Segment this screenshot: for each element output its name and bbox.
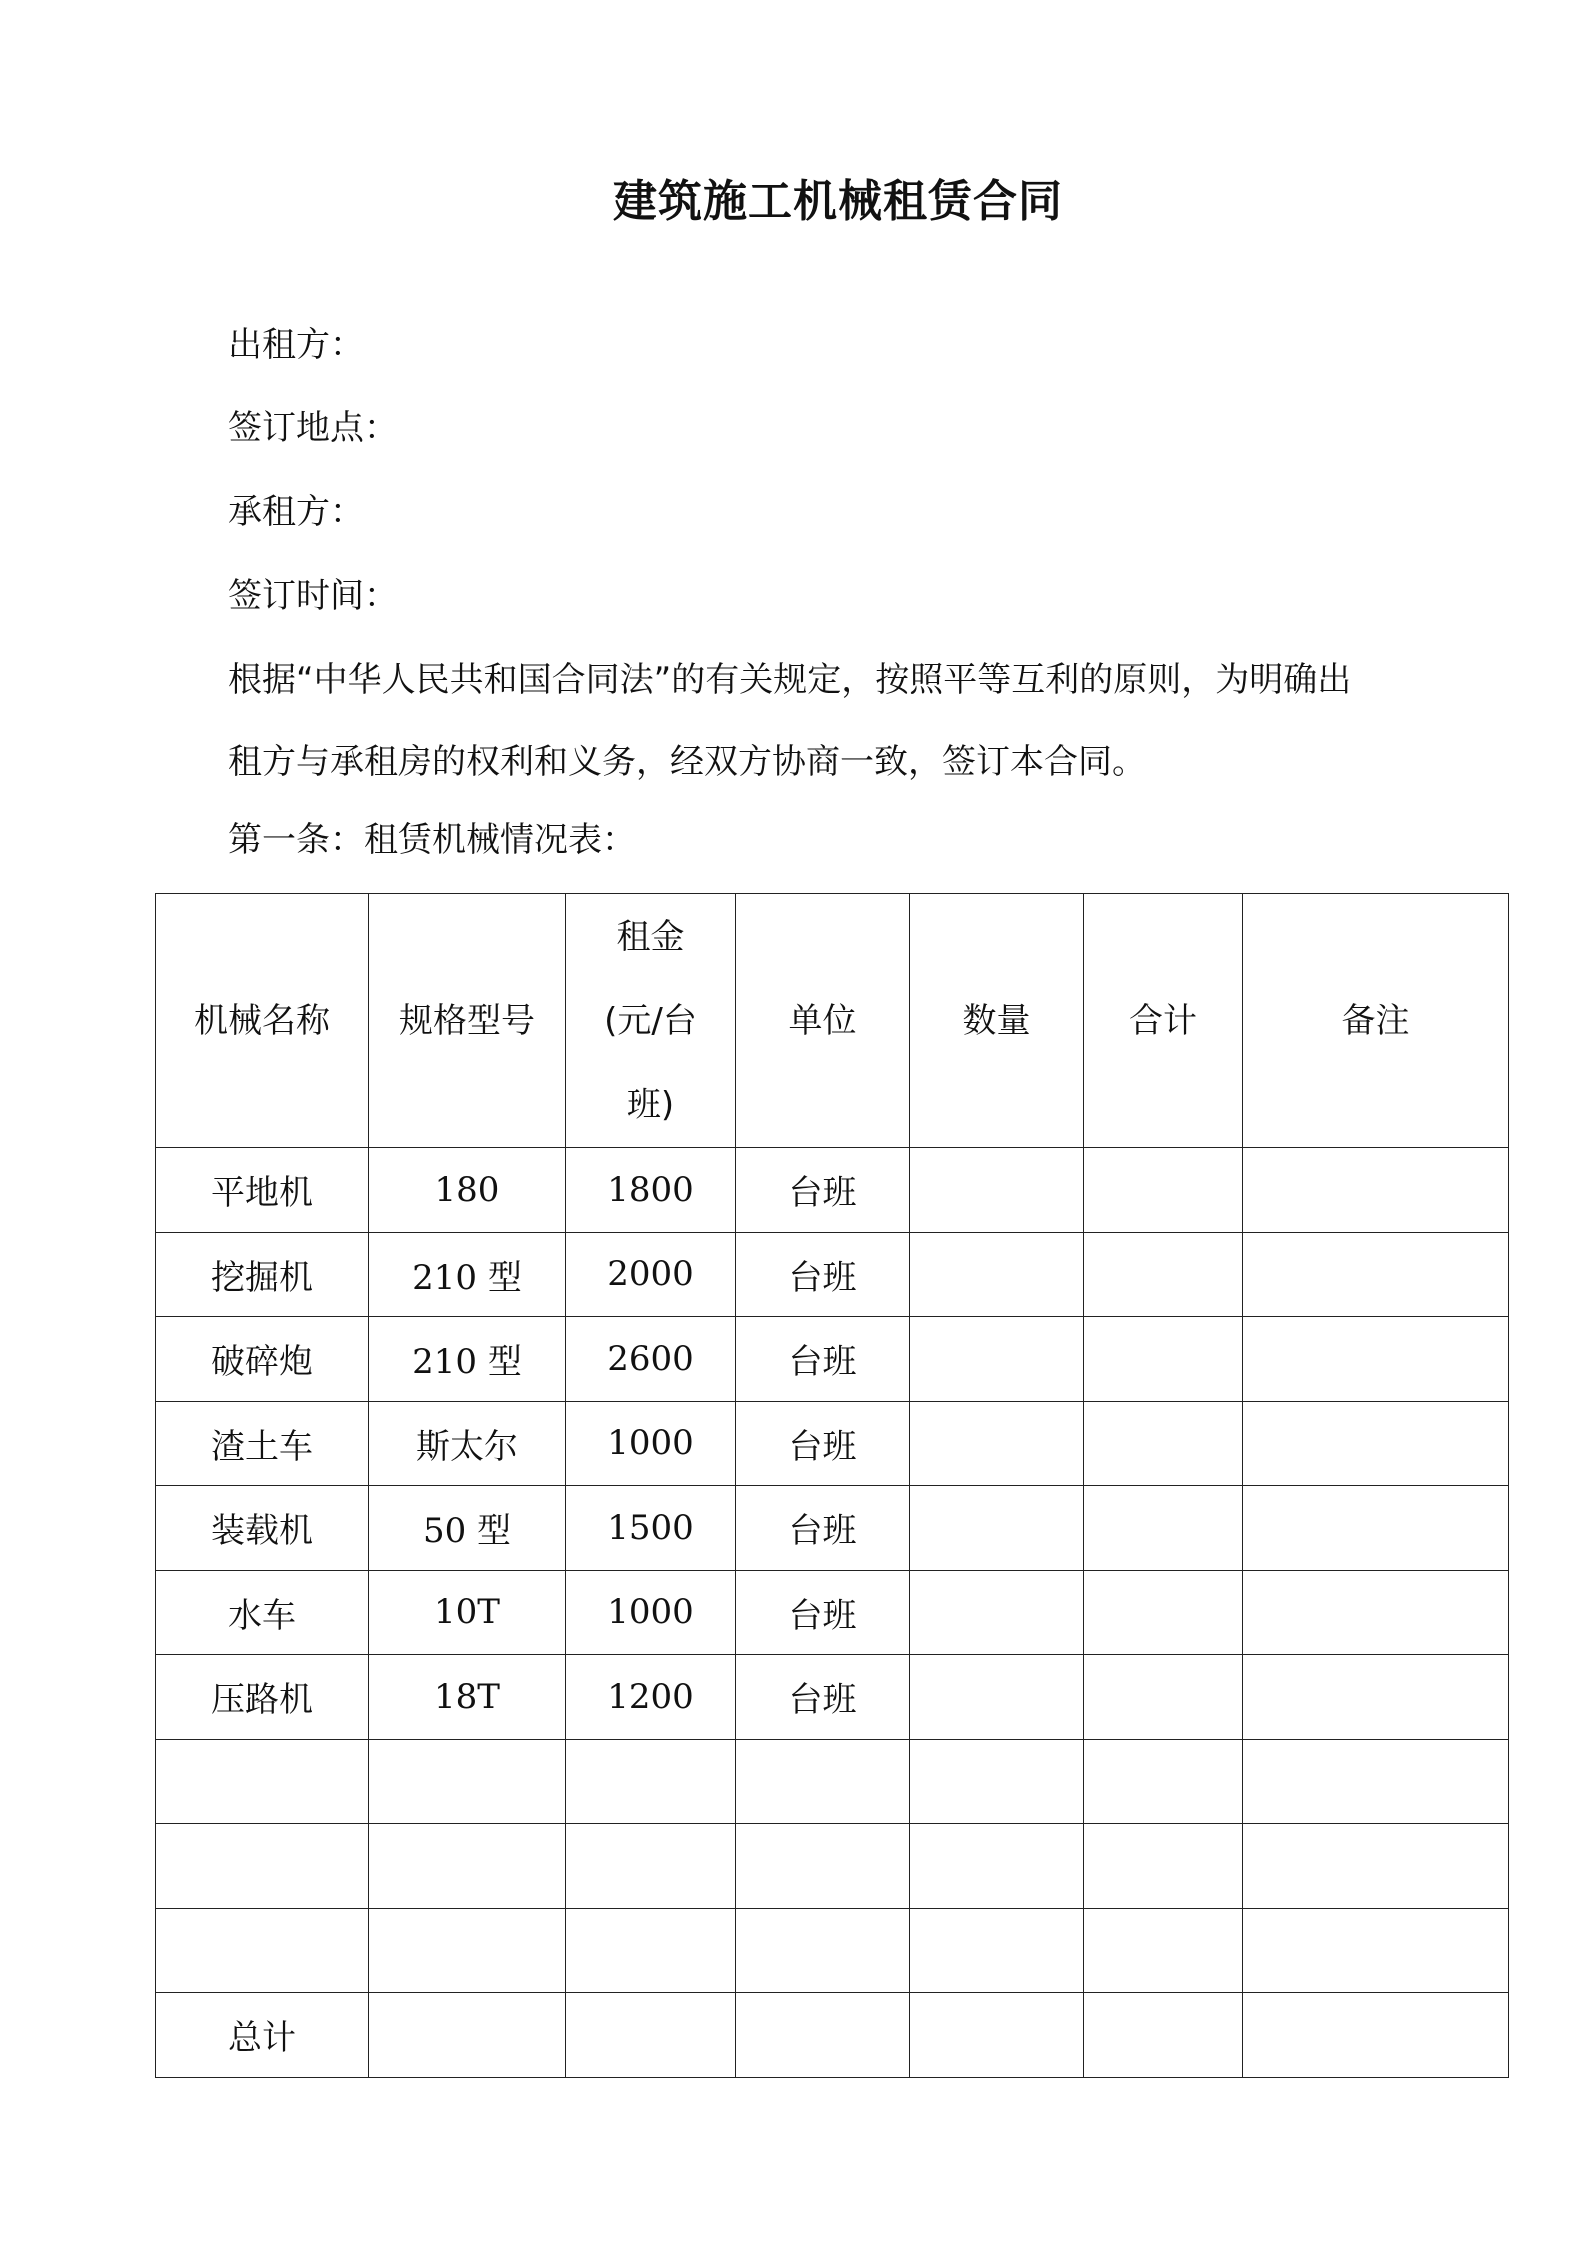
cell-model-spec: 180 <box>369 1148 566 1233</box>
signing-time-field-label: 签订时间： <box>228 576 398 616</box>
table-row <box>156 1908 1509 1993</box>
cell-rent: 1000 <box>566 1570 736 1655</box>
cell-unit: 台班 <box>736 1317 910 1402</box>
table-row <box>156 1739 1509 1824</box>
cell-unit: 台班 <box>736 1655 910 1740</box>
cell-rent <box>566 1993 736 2078</box>
cell-quantity <box>910 1824 1084 1909</box>
cell-total <box>1084 1908 1243 1993</box>
cell-total <box>1084 1148 1243 1233</box>
header-rent <box>566 894 736 1148</box>
cell-quantity <box>910 1401 1084 1486</box>
cell-rent <box>566 1739 736 1824</box>
cell-remarks <box>1243 1570 1509 1655</box>
cell-quantity <box>910 1486 1084 1571</box>
cell-remarks <box>1243 1401 1509 1486</box>
cell-quantity <box>910 1993 1084 2078</box>
cell-remarks <box>1243 1655 1509 1740</box>
cell-unit: 台班 <box>736 1232 910 1317</box>
cell-total <box>1084 1401 1243 1486</box>
cell-machine-name: 压路机 <box>156 1655 369 1740</box>
cell-rent: 2600 <box>566 1317 736 1402</box>
cell-total <box>1084 1232 1243 1317</box>
table-row <box>156 1148 1509 1233</box>
cell-model-spec: 210 型 <box>369 1232 566 1317</box>
cell-quantity <box>910 1148 1084 1233</box>
cell-quantity <box>910 1570 1084 1655</box>
cell-machine-name: 渣土车 <box>156 1401 369 1486</box>
cell-remarks <box>1243 1232 1509 1317</box>
cell-model-spec: 斯太尔 <box>369 1401 566 1486</box>
cell-total <box>1084 1317 1243 1402</box>
cell-remarks <box>1243 1317 1509 1402</box>
preamble-line-1: 根据“中华人民共和国合同法”的有关规定，按照平等互利的原则，为明确出 <box>228 660 1352 700</box>
table-row <box>156 1655 1509 1740</box>
cell-rent: 2000 <box>566 1232 736 1317</box>
cell-unit <box>736 1824 910 1909</box>
table-body <box>156 1148 1509 2078</box>
machinery-rental-table <box>155 893 1509 2078</box>
header-rent-text: 租金(元/台班) <box>604 916 697 1125</box>
cell-total <box>1084 1655 1243 1740</box>
cell-unit: 台班 <box>736 1401 910 1486</box>
cell-remarks <box>1243 1486 1509 1571</box>
cell-model-spec <box>369 1908 566 1993</box>
cell-machine-name <box>156 1908 369 1993</box>
cell-total <box>1084 1739 1243 1824</box>
cell-machine-name: 总计 <box>156 1993 369 2078</box>
cell-total <box>1084 1993 1243 2078</box>
lessor-field-label: 出租方： <box>228 325 364 365</box>
table-row <box>156 1570 1509 1655</box>
cell-unit: 台班 <box>736 1486 910 1571</box>
cell-rent: 1000 <box>566 1401 736 1486</box>
cell-quantity <box>910 1908 1084 1993</box>
cell-machine-name <box>156 1739 369 1824</box>
cell-machine-name: 破碎炮 <box>156 1317 369 1402</box>
cell-machine-name: 装载机 <box>156 1486 369 1571</box>
cell-rent: 1800 <box>566 1148 736 1233</box>
cell-remarks <box>1243 1148 1509 1233</box>
cell-model-spec: 210 型 <box>369 1317 566 1402</box>
cell-unit: 台班 <box>736 1570 910 1655</box>
table-row <box>156 1317 1509 1402</box>
header-quantity: 数量 <box>910 894 1084 1148</box>
table-header-row <box>156 894 1509 1148</box>
table-row <box>156 1401 1509 1486</box>
cell-model-spec: 10T <box>369 1570 566 1655</box>
cell-quantity <box>910 1232 1084 1317</box>
cell-rent: 1200 <box>566 1655 736 1740</box>
table-row <box>156 1232 1509 1317</box>
lessee-field-label: 承租方： <box>228 492 364 532</box>
cell-unit: 台班 <box>736 1148 910 1233</box>
signing-place-field-label: 签订地点： <box>228 408 398 448</box>
cell-model-spec <box>369 1739 566 1824</box>
cell-total <box>1084 1486 1243 1571</box>
cell-model-spec: 50 型 <box>369 1486 566 1571</box>
cell-quantity <box>910 1655 1084 1740</box>
cell-machine-name: 水车 <box>156 1570 369 1655</box>
cell-remarks <box>1243 1908 1509 1993</box>
table-row <box>156 1993 1509 2078</box>
cell-model-spec: 18T <box>369 1655 566 1740</box>
cell-remarks <box>1243 1993 1509 2078</box>
table-row <box>156 1486 1509 1571</box>
cell-machine-name <box>156 1824 369 1909</box>
preamble-line-2: 租方与承租房的权利和义务，经双方协商一致，签订本合同。 <box>228 742 1146 782</box>
cell-rent: 1500 <box>566 1486 736 1571</box>
article-1-heading: 第一条：租赁机械情况表： <box>228 820 636 860</box>
cell-total <box>1084 1570 1243 1655</box>
header-unit: 单位 <box>736 894 910 1148</box>
cell-total <box>1084 1824 1243 1909</box>
cell-model-spec <box>369 1824 566 1909</box>
cell-unit <box>736 1993 910 2078</box>
table-row <box>156 1824 1509 1909</box>
header-remarks: 备注 <box>1243 894 1509 1148</box>
document-title: 建筑施工机械租赁合同 <box>613 176 1063 227</box>
cell-quantity <box>910 1317 1084 1402</box>
header-model-spec: 规格型号 <box>369 894 566 1148</box>
cell-unit <box>736 1908 910 1993</box>
cell-model-spec <box>369 1993 566 2078</box>
header-machine-name: 机械名称 <box>156 894 369 1148</box>
cell-machine-name: 平地机 <box>156 1148 369 1233</box>
cell-remarks <box>1243 1739 1509 1824</box>
cell-rent <box>566 1908 736 1993</box>
cell-remarks <box>1243 1824 1509 1909</box>
cell-unit <box>736 1739 910 1824</box>
cell-rent <box>566 1824 736 1909</box>
cell-machine-name: 挖掘机 <box>156 1232 369 1317</box>
cell-quantity <box>910 1739 1084 1824</box>
header-total: 合计 <box>1084 894 1243 1148</box>
